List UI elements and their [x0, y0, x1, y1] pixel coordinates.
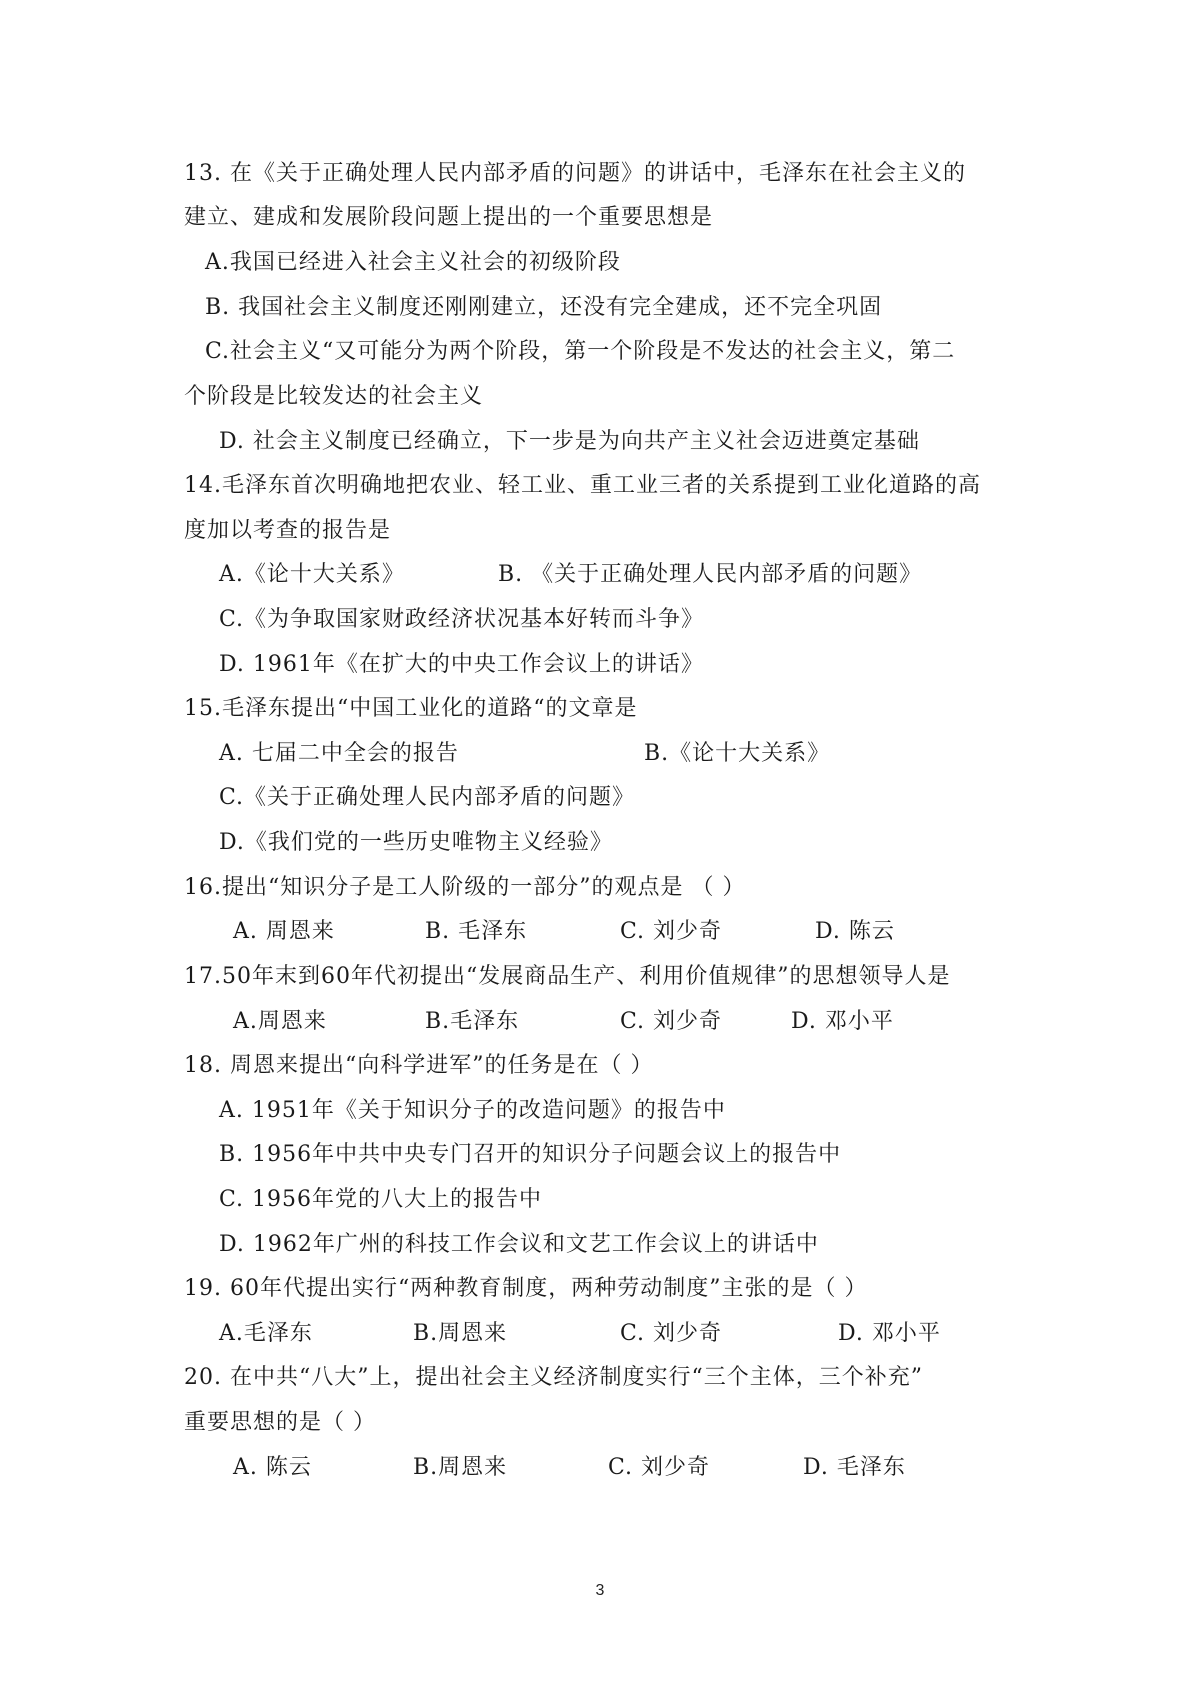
question-20-option-b: B.周恩来 — [413, 1455, 508, 1480]
question-13-option-b: B. 我国社会主义制度还刚刚建立，还没有完全建成，还不完全巩固 — [205, 295, 883, 320]
question-19-option-b: B.周恩来 — [413, 1321, 508, 1346]
question-14-stem-line-1: 14.毛泽东首次明确地把农业、轻工业、重工业三者的关系提到工业化道路的高 — [184, 473, 981, 498]
question-19-stem: 19. 60年代提出实行“两种教育制度，两种劳动制度”主张的是（ ） — [184, 1276, 868, 1301]
question-14-option-d: D. 1961年《在扩大的中央工作会议上的讲话》 — [219, 652, 704, 677]
question-15-option-d: D.《我们党的一些历史唯物主义经验》 — [219, 830, 613, 855]
question-20-option-a: A. 陈云 — [233, 1455, 312, 1480]
question-17-option-b: B.毛泽东 — [425, 1009, 520, 1034]
question-15-option-a: A. 七届二中全会的报告 — [219, 741, 459, 766]
question-18-stem: 18. 周恩来提出“向科学进军”的任务是在（ ） — [184, 1053, 654, 1078]
question-20-option-d: D. 毛泽东 — [803, 1455, 906, 1480]
question-13-option-a: A.我国已经进入社会主义社会的初级阶段 — [205, 250, 621, 275]
question-14-stem-line-2: 度加以考查的报告是 — [184, 518, 392, 543]
question-16-stem: 16.提出“知识分子是工人阶级的一部分”的观点是 （ ） — [184, 875, 746, 900]
question-18-option-d: D. 1962年广州的科技工作会议和文艺工作会议上的讲话中 — [219, 1232, 819, 1257]
question-14-option-a: A.《论十大关系》 — [219, 562, 405, 587]
question-15-option-b: B.《论十大关系》 — [644, 741, 831, 766]
question-19-option-d: D. 邓小平 — [838, 1321, 941, 1346]
question-17-option-a: A.周恩来 — [233, 1009, 327, 1034]
question-18-option-a: A. 1951年《关于知识分子的改造问题》的报告中 — [219, 1098, 726, 1123]
question-19-option-c: C. 刘少奇 — [620, 1321, 723, 1346]
question-20-option-c: C. 刘少奇 — [608, 1455, 711, 1480]
question-18-option-c: C. 1956年党的八大上的报告中 — [219, 1187, 543, 1212]
question-17-option-c: C. 刘少奇 — [620, 1009, 723, 1034]
question-14-option-b: B. 《关于正确处理人民内部矛盾的问题》 — [498, 562, 923, 587]
question-15-option-c: C.《关于正确处理人民内部矛盾的问题》 — [219, 785, 636, 810]
question-20-stem-line-1: 20. 在中共“八大”上，提出社会主义经济制度实行“三个主体，三个补充” — [184, 1365, 923, 1390]
question-13-option-c-line-1: C.社会主义“又可能分为两个阶段，第一个阶段是不发达的社会主义，第二 — [205, 339, 956, 364]
question-15-stem: 15.毛泽东提出“中国工业化的道路“的文章是 — [184, 696, 638, 721]
question-17-option-d: D. 邓小平 — [791, 1009, 894, 1034]
question-16-option-b: B. 毛泽东 — [425, 919, 528, 944]
question-16-option-a: A. 周恩来 — [233, 919, 335, 944]
question-13-option-c-line-2: 个阶段是比较发达的社会主义 — [184, 384, 484, 409]
question-16-option-c: C. 刘少奇 — [620, 919, 723, 944]
question-13-option-d: D. 社会主义制度已经确立，下一步是为向共产主义社会迈进奠定基础 — [219, 429, 920, 454]
question-13-stem-line-2: 建立、建成和发展阶段问题上提出的一个重要思想是 — [184, 205, 714, 230]
question-13-stem-line-1: 13. 在《关于正确处理人民内部矛盾的问题》的讲话中，毛泽东在社会主义的 — [184, 161, 966, 186]
question-18-option-b: B. 1956年中共中央专门召开的知识分子问题会议上的报告中 — [219, 1142, 842, 1167]
question-16-option-d: D. 陈云 — [815, 919, 895, 944]
page-number: 3 — [595, 1582, 605, 1599]
question-17-stem: 17.50年末到60年代初提出“发展商品生产、利用价值规律”的思想领导人是 — [184, 964, 951, 989]
question-14-option-c: C.《为争取国家财政经济状况基本好转而斗争》 — [219, 607, 705, 632]
question-19-option-a: A.毛泽东 — [219, 1321, 313, 1346]
question-20-stem-line-2: 重要思想的是（ ） — [184, 1410, 376, 1435]
